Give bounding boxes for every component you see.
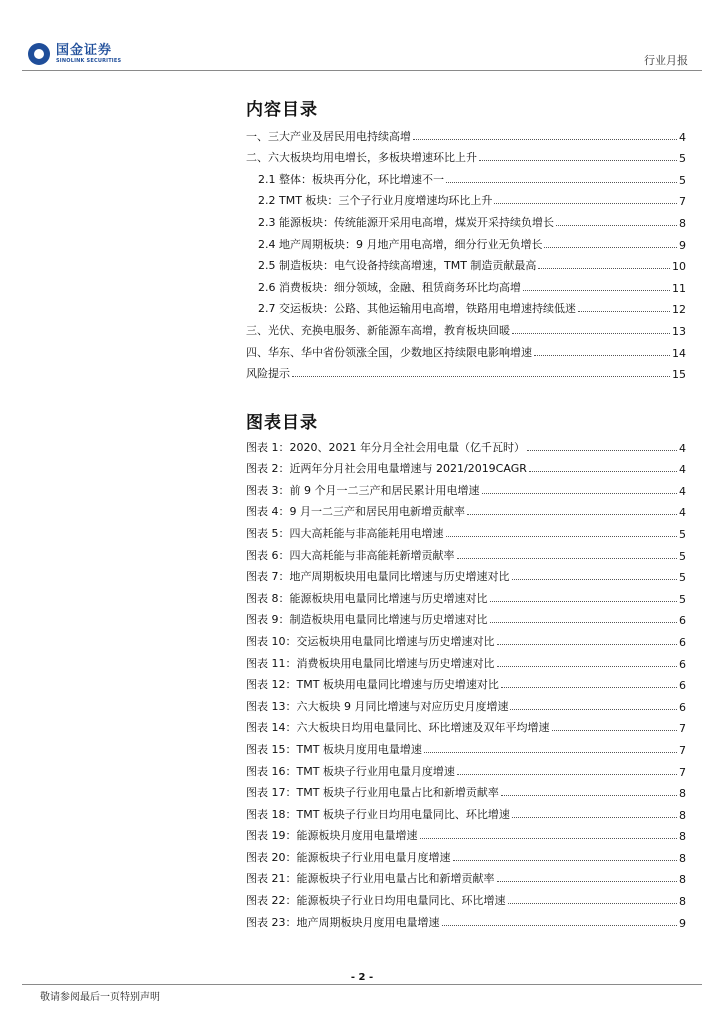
toc-entry[interactable]: [246, 455, 686, 477]
toc-leader-dots: [544, 247, 677, 248]
toc-leader-dots: [497, 666, 678, 667]
company-logo: [28, 40, 121, 68]
contents-title: 内容目录: [246, 100, 318, 120]
figures-title: 图表目录: [246, 413, 318, 433]
logo-name-cn: 国金证券: [56, 43, 113, 58]
toc-entry-label: 四、华东、华中省份领涨全国，少数地区持续限电影响增速: [246, 345, 532, 359]
toc-entry-label: 2.6 消费板块：细分领域，金融、租赁商务环比均高增: [258, 280, 521, 294]
toc-entry-page: 6: [679, 614, 686, 628]
logo-icon: [28, 43, 50, 65]
toc-entry-page: 5: [679, 152, 686, 166]
toc-leader-dots: [482, 493, 678, 494]
toc-entry-label: 图表 4：9 月一二三产和居民用电新增贡献率: [246, 505, 465, 519]
toc-entry-label: 图表 21：能源板块子行业用电量占比和新增贡献率: [246, 872, 495, 886]
toc-entry[interactable]: [246, 316, 686, 338]
toc-entry[interactable]: [246, 692, 686, 714]
toc-entry-label: 图表 6：四大高耗能与非高能耗新增贡献率: [246, 548, 455, 562]
toc-leader-dots: [457, 774, 677, 775]
toc-entry-label: 图表 14：六大板块日均用电量同比、环比增速及双年平均增速: [246, 721, 550, 735]
figures-list: [246, 433, 686, 930]
toc-entry-label: 图表 1：2020、2021 年分月全社会用电量（亿千瓦时）: [246, 440, 525, 454]
toc-entry[interactable]: [246, 563, 686, 585]
toc-entry-label: 一、三大产业及居民用电持续高增: [246, 129, 411, 143]
toc-entry-page: 8: [679, 808, 686, 822]
toc-entry[interactable]: [246, 122, 686, 144]
toc-entry-page: 8: [679, 216, 686, 230]
toc-entry-label: 图表 23：地产周期板块月度用电量增速: [246, 915, 440, 929]
toc-entry[interactable]: [246, 519, 686, 541]
toc-leader-dots: [424, 752, 677, 753]
toc-entry-page: 5: [679, 592, 686, 606]
toc-entry-label: 图表 19：能源板块月度用电量增速: [246, 829, 418, 843]
toc-entry[interactable]: [246, 908, 686, 930]
toc-entry-label: 2.5 制造板块：电气设备持续高增速，TMT 制造贡献最高: [258, 259, 537, 273]
toc-entry[interactable]: [246, 735, 686, 757]
toc-leader-dots: [529, 471, 677, 472]
toc-entry-label: 图表 5：四大高耗能与非高能耗用电增速: [246, 526, 444, 540]
toc-leader-dots: [420, 838, 678, 839]
toc-entry[interactable]: [246, 649, 686, 671]
disclaimer: 敬请参阅最后一页特别声明: [40, 992, 160, 1003]
toc-leader-dots: [501, 687, 677, 688]
toc-entry-page: 8: [679, 873, 686, 887]
toc-entry[interactable]: [246, 822, 686, 844]
toc-entry-page: 8: [679, 787, 686, 801]
toc-leader-dots: [556, 225, 677, 226]
report-type: 行业月报: [644, 54, 688, 67]
footer-divider: [22, 984, 702, 985]
toc-entry-page: 6: [679, 700, 686, 714]
toc-entry-label: 2.2 TMT 板块：三个子行业月度增速均环比上升: [258, 194, 493, 208]
toc-entry[interactable]: [246, 165, 686, 187]
header-divider: [22, 70, 702, 71]
toc-leader-dots: [512, 817, 677, 818]
toc-entry[interactable]: [246, 144, 686, 166]
toc-entry-label: 三、光伏、充换电服务、新能源车高增，教育板块回暖: [246, 323, 510, 337]
toc-entry-label: 2.7 交运板块：公路、其他运输用电高增，铁路用电增速持续低迷: [258, 302, 576, 316]
toc-entry-label: 图表 18：TMT 板块子行业日均用电量同比、环比增速: [246, 807, 510, 821]
toc-entry[interactable]: [246, 886, 686, 908]
toc-entry-label: 图表 20：能源板块子行业用电量月度增速: [246, 850, 451, 864]
toc-leader-dots: [508, 903, 678, 904]
toc-leader-dots: [446, 536, 678, 537]
toc-leader-dots: [497, 644, 678, 645]
toc-entry-page: 6: [679, 679, 686, 693]
toc-leader-dots: [479, 160, 677, 161]
toc-entry[interactable]: [246, 498, 686, 520]
toc-entry[interactable]: [246, 208, 686, 230]
toc-entry-page: 9: [679, 916, 686, 930]
contents-list: [246, 122, 686, 381]
toc-entry-label: 图表 16：TMT 板块子行业用电量月度增速: [246, 764, 455, 778]
toc-leader-dots: [512, 333, 670, 334]
toc-entry-page: 13: [672, 324, 686, 338]
toc-entry-label: 图表 9：制造板块用电量同比增速与历史增速对比: [246, 613, 488, 627]
toc-entry-page: 14: [672, 346, 686, 360]
toc-entry-page: 5: [679, 173, 686, 187]
toc-entry-page: 11: [672, 281, 686, 295]
toc-entry-label: 风险提示: [246, 367, 290, 381]
toc-entry[interactable]: [246, 230, 686, 252]
logo-name-en: SINOLINK SECURITIES: [56, 58, 122, 64]
toc-leader-dots: [467, 514, 677, 515]
toc-entry-label: 图表 17：TMT 板块子行业用电量占比和新增贡献率: [246, 786, 499, 800]
toc-entry-page: 4: [679, 506, 686, 520]
toc-entry-label: 图表 2：近两年分月社会用电量增速与 2021/2019CAGR: [246, 462, 527, 476]
toc-entry[interactable]: [246, 606, 686, 628]
toc-entry[interactable]: [246, 779, 686, 801]
toc-entry-label: 图表 22：能源板块子行业日均用电量同比、环比增速: [246, 894, 506, 908]
toc-entry-label: 图表 10：交运板块用电量同比增速与历史增速对比: [246, 634, 495, 648]
toc-entry-page: 8: [679, 830, 686, 844]
toc-leader-dots: [497, 881, 678, 882]
toc-entry[interactable]: [246, 541, 686, 563]
toc-leader-dots: [578, 311, 670, 312]
toc-entry-page: 5: [679, 549, 686, 563]
toc-leader-dots: [446, 182, 677, 183]
toc-entry[interactable]: [246, 757, 686, 779]
toc-entry-page: 7: [679, 743, 686, 757]
toc-entry-page: 7: [679, 765, 686, 779]
toc-entry[interactable]: [246, 671, 686, 693]
toc-entry-page: 12: [672, 303, 686, 317]
toc-leader-dots: [494, 203, 677, 204]
toc-entry[interactable]: [246, 295, 686, 317]
toc-entry[interactable]: [246, 252, 686, 274]
toc-entry-label: 图表 12：TMT 板块用电量同比增速与历史增速对比: [246, 678, 499, 692]
toc-entry-label: 图表 3：前 9 个月一二三产和居民累计用电增速: [246, 483, 480, 497]
toc-entry-page: 6: [679, 635, 686, 649]
toc-entry-label: 二、六大板块均用电增长，多板块增速环比上升: [246, 151, 477, 165]
toc-entry[interactable]: [246, 714, 686, 736]
toc-entry-label: 图表 8：能源板块用电量同比增速与历史增速对比: [246, 591, 488, 605]
toc-entry[interactable]: [246, 584, 686, 606]
toc-entry-page: 8: [679, 851, 686, 865]
page-header: [0, 0, 724, 72]
toc-entry-page: 7: [679, 195, 686, 209]
toc-entry-label: 图表 13：六大板块 9 月同比增速与对应历史月度增速: [246, 699, 509, 713]
toc-entry[interactable]: [246, 273, 686, 295]
toc-entry-page: 9: [679, 238, 686, 252]
toc-entry[interactable]: [246, 433, 686, 455]
toc-entry-label: 图表 11：消费板块用电量同比增速与历史增速对比: [246, 656, 495, 670]
toc-entry[interactable]: [246, 800, 686, 822]
toc-leader-dots: [534, 355, 670, 356]
toc-entry-label: 2.1 整体：板块再分化，环比增速不一: [258, 172, 444, 186]
toc-leader-dots: [552, 730, 678, 731]
toc-entry-page: 6: [679, 657, 686, 671]
toc-leader-dots: [490, 601, 678, 602]
toc-entry-page: 5: [679, 571, 686, 585]
toc-leader-dots: [413, 139, 677, 140]
toc-entry[interactable]: [246, 843, 686, 865]
toc-entry[interactable]: [246, 627, 686, 649]
toc-entry-label: 图表 15：TMT 板块月度用电量增速: [246, 742, 422, 756]
toc-leader-dots: [523, 290, 670, 291]
toc-leader-dots: [457, 558, 678, 559]
toc-entry-page: 4: [679, 441, 686, 455]
toc-entry[interactable]: [246, 476, 686, 498]
toc-entry-page: 5: [679, 527, 686, 541]
toc-entry-page: 15: [672, 368, 686, 382]
toc-entry-page: 7: [679, 722, 686, 736]
toc-entry-page: 10: [672, 260, 686, 274]
toc-leader-dots: [292, 376, 670, 377]
toc-entry-label: 2.3 能源板块：传统能源开采用电高增，煤炭开采持续负增长: [258, 215, 554, 229]
toc-leader-dots: [512, 579, 678, 580]
toc-leader-dots: [453, 860, 678, 861]
toc-entry[interactable]: [246, 865, 686, 887]
toc-entry-label: 2.4 地产周期板块：9 月地产用电高增，细分行业无负增长: [258, 237, 543, 251]
toc-leader-dots: [538, 268, 670, 269]
page-number: - 2 -: [350, 972, 374, 983]
toc-entry[interactable]: [246, 360, 686, 382]
toc-entry-page: 4: [679, 463, 686, 477]
toc-leader-dots: [501, 795, 677, 796]
toc-leader-dots: [442, 925, 678, 926]
toc-entry-label: 图表 7：地产周期板块用电量同比增速与历史增速对比: [246, 570, 510, 584]
toc-leader-dots: [490, 622, 678, 623]
toc-leader-dots: [527, 450, 677, 451]
toc-entry-page: 8: [679, 895, 686, 909]
toc-leader-dots: [510, 709, 677, 710]
toc-entry-page: 4: [679, 130, 686, 144]
toc-entry[interactable]: [246, 187, 686, 209]
toc-entry-page: 4: [679, 484, 686, 498]
toc-entry[interactable]: [246, 338, 686, 360]
